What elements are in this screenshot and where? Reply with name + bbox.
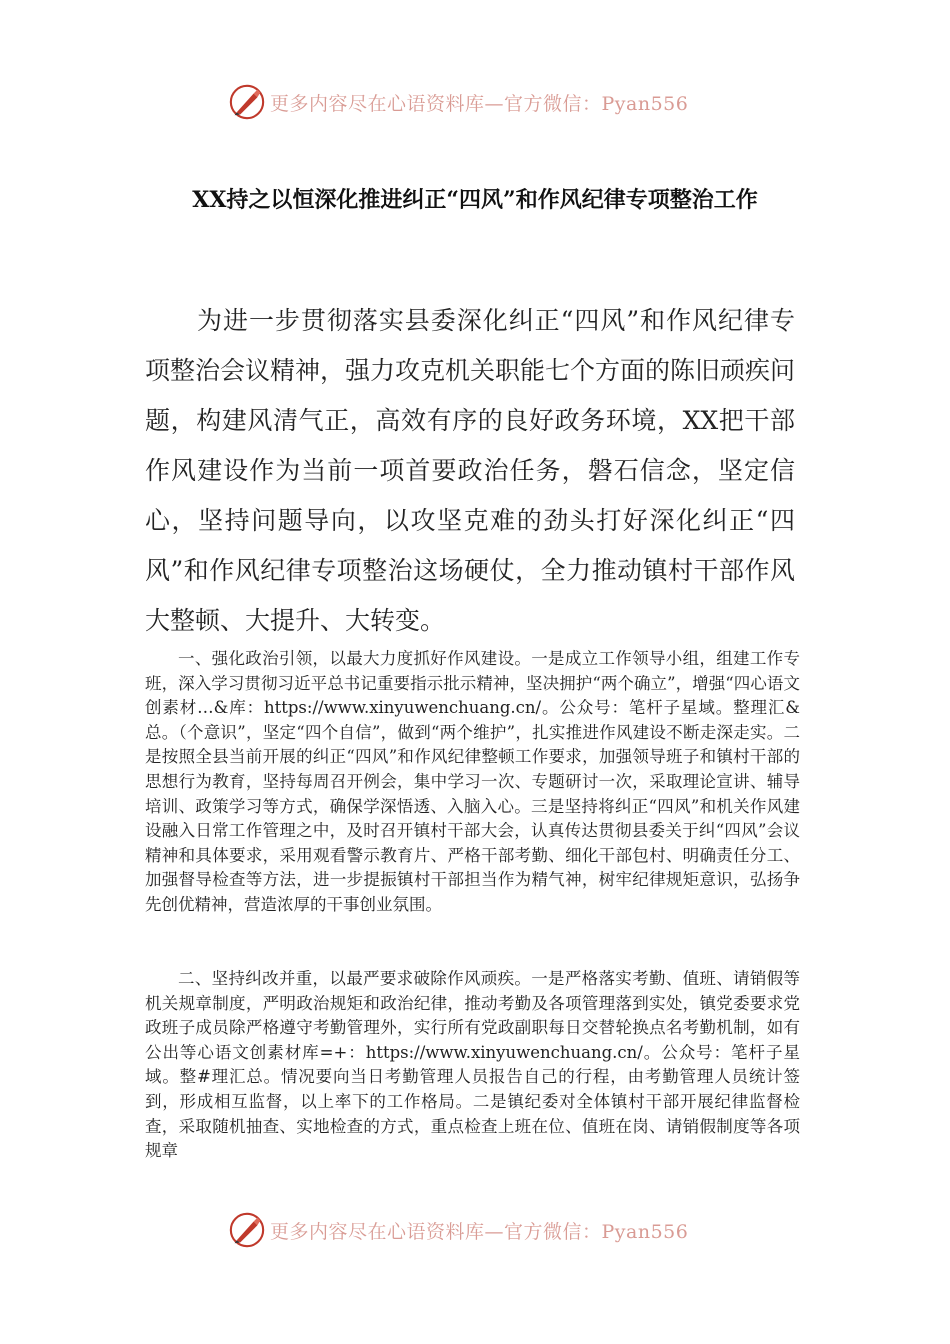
footer-banner (228, 1208, 728, 1252)
banner-text: 更多内容尽在心语资料库—官方微信：Pyan556 (270, 1220, 689, 1243)
pen-logo-icon (228, 83, 266, 121)
header-banner (228, 80, 728, 124)
banner-text: 更多内容尽在心语资料库—官方微信：Pyan556 (270, 92, 689, 115)
intro-paragraph: 为进一步贯彻落实县委深化纠正“四风”和作风纪律专项整治会议精神，强力攻克机关职能七个方面的陈旧顽疾问题，构建风清气正，高效有序的良好政务环境，XX把干部作风建设作为当前一项首要政治任务，磐石信念，坚定信心，坚持问题导向，以攻坚克难的劲头打好深化纠正“四风”和作风纪律专项整治这场硬仗，全力推动镇村干部作风大整顿、大提升、大转变。 (145, 306, 796, 635)
body-paragraph: 二、坚持纠改并重，以最严要求破除作风顽疾。一是严格落实考勤、值班、请销假等机关规章制度，严明政治规矩和政治纪律，推动考勤及各项管理落到实处，镇党委要求党政班子成员除严格遵守考勤管理外，实行所有党政副职每日交替轮换点名考勤机制，如有公出等心语文创素材库=+：https://www.xinyuwenchuang.cn/。公众号：笔杆子星域。整#理汇总。情况要向当日考勤管理人员报告自己的行程，由考勤管理人员统计签到，形成相互监督，以上率下的工作格局。二是镇纪委对全体镇村干部开展纪律监督检查，采取随机抽查、实地检查的方式，重点检查上班在位、值班在岗、请销假制度等各项规章 (145, 969, 800, 1161)
pen-logo-icon (228, 1211, 266, 1249)
body-paragraph: 一、强化政治引领，以最大力度抓好作风建设。一是成立工作领导小组，组建工作专班，深入学习贯彻习近平总书记重要指示批示精神，坚决拥护“两个确立”，增强“四心语文创素材…&库：https://www.xinyuwenchuang.cn/。公众号：笔杆子星域。整理汇&总。（个意识”，坚定“四个自信”，做到“两个维护”，扎实推进作风建设不断走深走实。二是按照全县当前开展的纠正“四风”和作风纪律整顿工作要求，加强领导班子和镇村干部的思想行为教育，坚持每周召开例会，集中学习一次、专题研讨一次，采取理论宣讲、辅导培训、政策学习等方式，确保学深悟透、入脑入心。三是坚持将纠正“四风”和机关作风建设融入日常工作管理之中，及时召开镇村干部大会，认真传达贯彻县委关于纠“四风”会议精神和具体要求，采用观看警示教育片、严格干部考勤、细化干部包村、明确责任分工、加强督导检查等方法，进一步提振镇村干部担当作为精气神，树牢纪律规矩意识，弘扬争先创优精神，营造浓厚的干事创业氛围。 (145, 649, 800, 914)
document-title: XX持之以恒深化推进纠正“四风”和作风纪律专项整治工作 (192, 187, 758, 213)
